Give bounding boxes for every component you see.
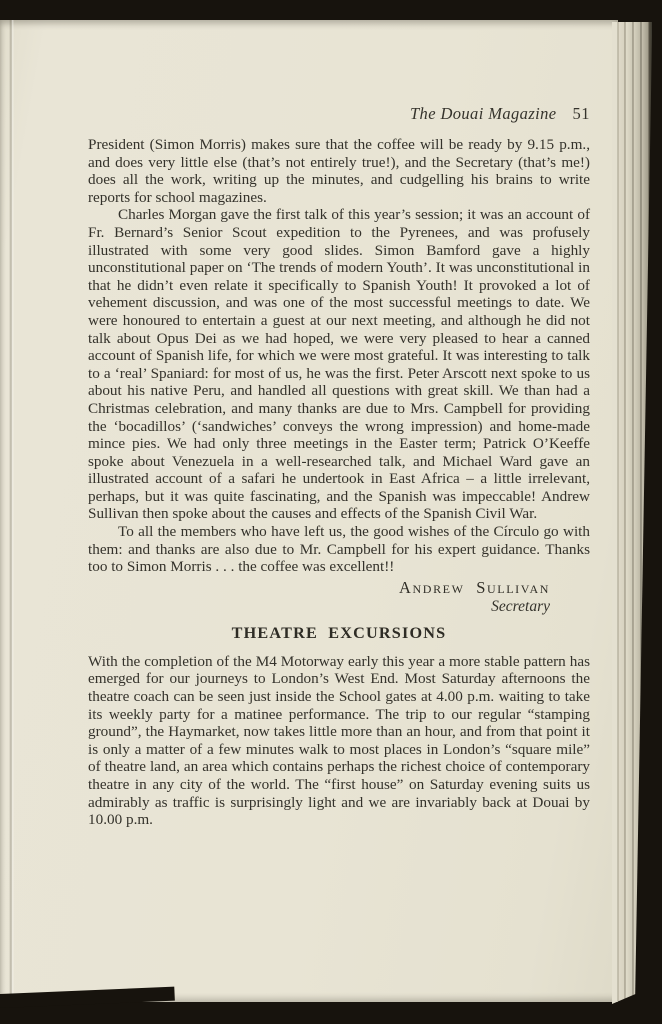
section-heading-theatre-excursions: THEATRE EXCURSIONS	[231, 623, 447, 642]
paragraph-theatre-coach: With the completion of the M4 Motorway early this year a more stable pattern has emerged for our journeys to London’s West End. Most Saturday afternoons the theatre coach can be seen just inside the School gates at 4.00 p.m. waiting to take its weekly party for a matinee performance. The trip to our regular “stamping ground”, the Haymarket, now takes little more than an hour, and from that point it is only a matter of a few minutes walk to most places in London’s “square mile” of theatre land, an area which contains perhaps the richest choice of contemporary theatre in any city of the world. The “first house” on Saturday evening suits us admirably as traffic is surprisingly light and we are invariably back at Douai by 10.00 p.m.	[88, 652, 590, 829]
paragraph-session-talks: Charles Morgan gave the first talk of this year’s session; it was an account of Fr. Bernard’s Senior Scout expedition to the Pyrenees, and was profusely illustrated with some very good slides. Simon Bamford gave a highly unconstitutional paper on ‘The trends of modern Youth’. It was unconstitutional in that he didn’t even relate it specifically to Spanish Youth! It provoked a lot of vehement discussion, and was one of the most successful meetings to date. We were honoured to entertain a guest at our next meeting, and although he did not talk about Opus Dei as we had hoped, we were very pleased to hear a canned account of Spanish life, for which we were most grateful. It was interesting to talk to a ‘real’ Spaniard: for most of us, he was the first. Peter Arscott next spoke to us about his native Peru, and handled all questions with great skill. We than had a Christmas celebration, and many thanks are due to Mrs. Campbell for providing the ‘bocadillos’ (‘sandwiches’ conveys the wrong impression) and home-made mince pies. We had only three meetings in the Easter term; Patrick O’Keeffe spoke about Venezuela in a well-researched talk, and Michael Ward gave an illustrated account of a safari he undertook in East Africa – a little irrelevant, perhaps, but it was quite fascinating, and the Spanish was impeccable! Andrew Sullivan then spoke about the causes and effects of the Spanish Civil War.	[88, 206, 590, 523]
page-number: 51	[572, 104, 590, 123]
book-fore-edge-pages	[612, 22, 652, 1004]
magazine-title: The Douai Magazine	[409, 104, 557, 123]
signature-name: Andrew Sullivan	[399, 577, 550, 597]
page-content	[88, 20, 590, 829]
signature-block	[88, 578, 590, 615]
running-header	[88, 104, 590, 124]
signature-role: Secretary	[491, 597, 550, 615]
paragraph-president-coffee: President (Simon Morris) makes sure that the coffee will be ready by 9.15 p.m., and does very little else (that’s not entirely true!), and the Secretary (that’s me!) does all the work, writing up the minutes, and cudgelling his brains to write reports for school magazines.	[88, 136, 590, 206]
magazine-page	[0, 20, 618, 1002]
page-crease	[9, 20, 14, 1002]
paragraph-farewell-thanks: To all the members who have left us, the good wishes of the Círculo go with them: and thanks are also due to Mr. Campbell for his expert guidance. Thanks too to Simon Morris . . . the coffee was excellent!!	[88, 523, 590, 576]
